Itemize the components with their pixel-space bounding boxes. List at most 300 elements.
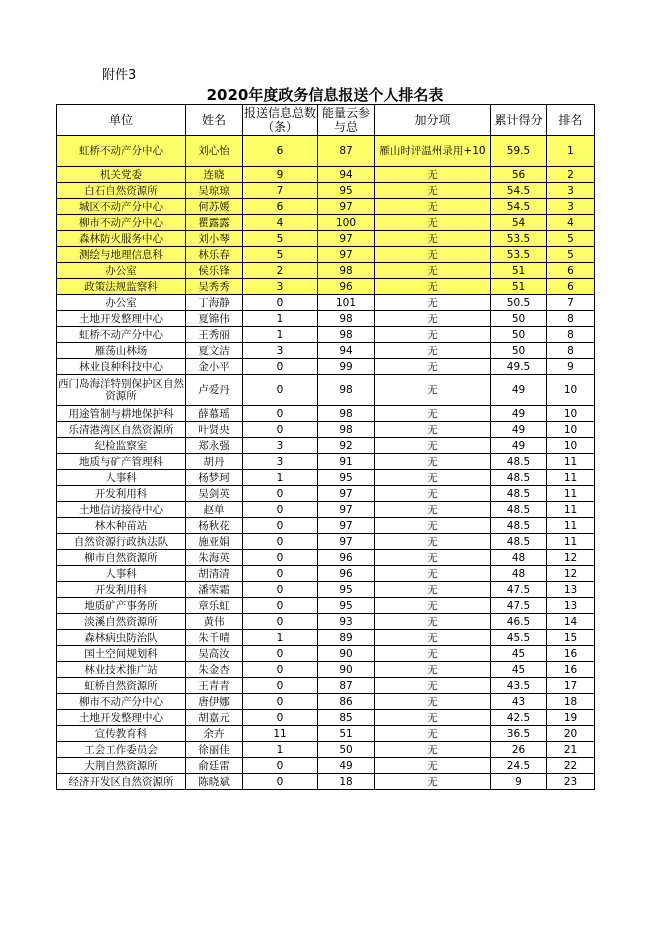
cell-rank: 10 [547,375,595,406]
table-row [57,199,595,215]
table-row [57,231,595,247]
cell-bonus: 无 [375,502,491,518]
cell-rank: 1 [547,136,595,167]
cell-count: 1 [243,630,318,646]
cell-unit: 林木种苗站 [57,518,186,534]
cell-unit: 办公室 [57,263,186,279]
cell-count: 0 [243,662,318,678]
cell-energy: 97 [318,486,375,502]
cell-count: 7 [243,183,318,199]
cell-unit: 淡溪自然资源所 [57,614,186,630]
cell-count: 4 [243,215,318,231]
cell-count: 3 [243,343,318,359]
cell-count: 0 [243,406,318,422]
cell-bonus: 无 [375,406,491,422]
cell-score: 49.5 [491,359,547,375]
header-unit: 单位 [57,105,186,136]
cell-score: 24.5 [491,758,547,774]
cell-name: 杨梦珂 [186,470,243,486]
table-row [57,263,595,279]
cell-unit: 虹桥不动产分中心 [57,136,186,167]
cell-bonus: 无 [375,167,491,183]
cell-rank: 15 [547,630,595,646]
cell-count: 0 [243,359,318,375]
cell-energy: 98 [318,327,375,343]
cell-bonus: 无 [375,343,491,359]
cell-name: 何苏媛 [186,199,243,215]
cell-unit: 白石自然资源所 [57,183,186,199]
table-row [57,742,595,758]
cell-score: 49 [491,375,547,406]
cell-unit: 柳市不动产分中心 [57,215,186,231]
cell-unit: 纪检监察室 [57,438,186,454]
cell-count: 0 [243,422,318,438]
cell-unit: 宣传教育科 [57,726,186,742]
cell-bonus: 雁山时评温州录用+10 [375,136,491,167]
table-row [57,454,595,470]
cell-bonus: 无 [375,678,491,694]
cell-score: 53.5 [491,247,547,263]
cell-bonus: 无 [375,279,491,295]
table-row [57,630,595,646]
cell-energy: 94 [318,343,375,359]
cell-rank: 3 [547,199,595,215]
cell-rank: 13 [547,598,595,614]
cell-energy: 97 [318,231,375,247]
cell-bonus: 无 [375,742,491,758]
cell-name: 林乐春 [186,247,243,263]
header-rank: 排名 [547,105,595,136]
table-row [57,534,595,550]
cell-score: 48.5 [491,518,547,534]
table-row [57,598,595,614]
header-name: 姓名 [186,105,243,136]
cell-unit: 地质矿产事务所 [57,598,186,614]
cell-score: 59.5 [491,136,547,167]
table-row [57,646,595,662]
cell-unit: 自然资源行政执法队 [57,534,186,550]
cell-rank: 19 [547,710,595,726]
table-row [57,183,595,199]
table-row [57,359,595,375]
cell-count: 0 [243,710,318,726]
cell-unit: 森林防火服务中心 [57,231,186,247]
cell-count: 1 [243,327,318,343]
table-row [57,694,595,710]
cell-bonus: 无 [375,327,491,343]
cell-bonus: 无 [375,566,491,582]
cell-score: 48 [491,550,547,566]
cell-name: 吴秀秀 [186,279,243,295]
cell-energy: 97 [318,199,375,215]
cell-name: 瞿露露 [186,215,243,231]
table-row [57,215,595,231]
cell-unit: 土地开发整理中心 [57,311,186,327]
cell-name: 朱金杏 [186,662,243,678]
cell-score: 50 [491,311,547,327]
cell-score: 43 [491,694,547,710]
cell-count: 0 [243,598,318,614]
cell-count: 0 [243,774,318,790]
cell-rank: 8 [547,311,595,327]
cell-rank: 7 [547,295,595,311]
cell-bonus: 无 [375,263,491,279]
cell-name: 刘小琴 [186,231,243,247]
cell-rank: 14 [547,614,595,630]
cell-score: 26 [491,742,547,758]
cell-score: 50 [491,343,547,359]
cell-rank: 9 [547,359,595,375]
cell-unit: 机关党委 [57,167,186,183]
cell-unit: 工会工作委员会 [57,742,186,758]
cell-rank: 5 [547,247,595,263]
cell-count: 0 [243,295,318,311]
cell-energy: 98 [318,263,375,279]
cell-unit: 地质与矿产管理科 [57,454,186,470]
table-row [57,438,595,454]
cell-rank: 11 [547,502,595,518]
table-row [57,710,595,726]
cell-energy: 96 [318,566,375,582]
cell-score: 42.5 [491,710,547,726]
cell-rank: 4 [547,215,595,231]
cell-rank: 5 [547,231,595,247]
cell-score: 48.5 [491,502,547,518]
cell-name: 郑永强 [186,438,243,454]
cell-energy: 94 [318,167,375,183]
cell-energy: 97 [318,518,375,534]
cell-rank: 2 [547,167,595,183]
cell-unit: 虹桥不动产分中心 [57,327,186,343]
cell-rank: 11 [547,518,595,534]
cell-score: 51 [491,263,547,279]
cell-energy: 95 [318,582,375,598]
cell-name: 唐伊娜 [186,694,243,710]
cell-bonus: 无 [375,774,491,790]
cell-unit: 测绘与地理信息科 [57,247,186,263]
table-row [57,614,595,630]
cell-energy: 101 [318,295,375,311]
table-row [57,566,595,582]
cell-name: 余卉 [186,726,243,742]
cell-unit: 森林病虫防治队 [57,630,186,646]
cell-energy: 95 [318,470,375,486]
cell-name: 胡丹 [186,454,243,470]
cell-bonus: 无 [375,550,491,566]
cell-score: 53.5 [491,231,547,247]
cell-name: 朱海英 [186,550,243,566]
cell-unit: 西门岛海洋特别保护区自然资源所 [57,375,186,406]
cell-unit: 经济开发区自然资源所 [57,774,186,790]
cell-unit: 乐清港湾区自然资源所 [57,422,186,438]
cell-bonus: 无 [375,758,491,774]
cell-energy: 85 [318,710,375,726]
cell-unit: 政策法规监察科 [57,279,186,295]
cell-energy: 50 [318,742,375,758]
cell-rank: 8 [547,343,595,359]
cell-score: 45 [491,646,547,662]
ranking-table [56,104,595,790]
table-row [57,662,595,678]
cell-count: 5 [243,231,318,247]
cell-rank: 20 [547,726,595,742]
cell-count: 0 [243,486,318,502]
cell-score: 36.5 [491,726,547,742]
table-row [57,136,595,167]
cell-count: 0 [243,614,318,630]
cell-bonus: 无 [375,215,491,231]
cell-score: 48.5 [491,486,547,502]
cell-unit: 柳市不动产分中心 [57,694,186,710]
cell-unit: 林业良种科技中心 [57,359,186,375]
cell-rank: 21 [547,742,595,758]
cell-energy: 92 [318,438,375,454]
cell-name: 徐丽佳 [186,742,243,758]
cell-bonus: 无 [375,231,491,247]
cell-name: 刘心怡 [186,136,243,167]
cell-bonus: 无 [375,311,491,327]
cell-name: 丁海静 [186,295,243,311]
cell-rank: 11 [547,470,595,486]
cell-energy: 49 [318,758,375,774]
cell-bonus: 无 [375,422,491,438]
cell-bonus: 无 [375,183,491,199]
cell-rank: 10 [547,406,595,422]
table-row [57,758,595,774]
cell-name: 俞廷雷 [186,758,243,774]
cell-rank: 12 [547,566,595,582]
cell-energy: 98 [318,311,375,327]
cell-rank: 11 [547,486,595,502]
cell-unit: 开发利用科 [57,486,186,502]
cell-energy: 98 [318,406,375,422]
cell-score: 48.5 [491,454,547,470]
table-row [57,406,595,422]
cell-count: 1 [243,311,318,327]
table-row [57,726,595,742]
cell-score: 47.5 [491,582,547,598]
cell-unit: 开发利用科 [57,582,186,598]
header-count: 报送信息总数（条） [243,106,316,134]
cell-unit: 人事科 [57,566,186,582]
table-row [57,470,595,486]
cell-bonus: 无 [375,199,491,215]
cell-count: 3 [243,438,318,454]
cell-name: 连晓 [186,167,243,183]
table-row [57,343,595,359]
cell-bonus: 无 [375,359,491,375]
cell-count: 0 [243,758,318,774]
table-row [57,486,595,502]
table-row [57,518,595,534]
table-body [57,136,595,790]
table-row [57,774,595,790]
cell-name: 夏文洁 [186,343,243,359]
cell-energy: 98 [318,422,375,438]
cell-unit: 国土空间规划科 [57,646,186,662]
cell-energy: 87 [318,136,375,167]
cell-score: 45 [491,662,547,678]
cell-count: 11 [243,726,318,742]
cell-name: 章乐虹 [186,598,243,614]
header-score: 累计得分 [491,105,547,136]
cell-score: 47.5 [491,598,547,614]
cell-energy: 95 [318,183,375,199]
cell-energy: 87 [318,678,375,694]
cell-score: 43.5 [491,678,547,694]
header-bonus: 加分项 [375,105,491,136]
cell-name: 朱千晴 [186,630,243,646]
cell-unit: 土地信访接待中心 [57,502,186,518]
cell-bonus: 无 [375,454,491,470]
cell-unit: 办公室 [57,295,186,311]
cell-count: 0 [243,678,318,694]
cell-energy: 97 [318,502,375,518]
cell-name: 胡嘉元 [186,710,243,726]
cell-count: 1 [243,742,318,758]
cell-name: 施亚娟 [186,534,243,550]
cell-name: 王秀丽 [186,327,243,343]
cell-energy: 99 [318,359,375,375]
table-row [57,295,595,311]
cell-score: 54.5 [491,199,547,215]
cell-count: 0 [243,694,318,710]
cell-energy: 96 [318,550,375,566]
cell-bonus: 无 [375,598,491,614]
cell-rank: 11 [547,534,595,550]
cell-rank: 23 [547,774,595,790]
cell-energy: 95 [318,598,375,614]
cell-bonus: 无 [375,614,491,630]
cell-name: 杨秋花 [186,518,243,534]
cell-unit: 大荆自然资源所 [57,758,186,774]
cell-energy: 100 [318,215,375,231]
cell-count: 3 [243,279,318,295]
cell-bonus: 无 [375,710,491,726]
cell-count: 0 [243,502,318,518]
cell-count: 6 [243,199,318,215]
cell-rank: 16 [547,646,595,662]
cell-rank: 6 [547,263,595,279]
cell-name: 潘荣霜 [186,582,243,598]
cell-rank: 16 [547,662,595,678]
cell-rank: 6 [547,279,595,295]
cell-score: 48.5 [491,470,547,486]
table-row [57,550,595,566]
cell-energy: 51 [318,726,375,742]
cell-score: 50.5 [491,295,547,311]
cell-score: 48 [491,566,547,582]
cell-name: 金小平 [186,359,243,375]
cell-energy: 97 [318,247,375,263]
cell-rank: 22 [547,758,595,774]
cell-energy: 89 [318,630,375,646]
cell-score: 46.5 [491,614,547,630]
table-row [57,327,595,343]
annex-label: 附件3 [102,68,137,83]
cell-bonus: 无 [375,486,491,502]
cell-energy: 96 [318,279,375,295]
cell-count: 6 [243,136,318,167]
cell-rank: 11 [547,454,595,470]
table-row [57,279,595,295]
cell-bonus: 无 [375,582,491,598]
cell-bonus: 无 [375,646,491,662]
cell-rank: 12 [547,550,595,566]
cell-name: 夏锦伟 [186,311,243,327]
table-row [57,375,595,406]
cell-rank: 17 [547,678,595,694]
cell-rank: 10 [547,422,595,438]
cell-rank: 10 [547,438,595,454]
cell-name: 吴琼琼 [186,183,243,199]
header-row [57,105,595,136]
cell-energy: 86 [318,694,375,710]
cell-unit: 土地开发整理中心 [57,710,186,726]
cell-unit: 林业技术推广站 [57,662,186,678]
cell-count: 2 [243,263,318,279]
cell-name: 吴高汝 [186,646,243,662]
cell-count: 5 [243,247,318,263]
cell-name: 王青青 [186,678,243,694]
cell-bonus: 无 [375,694,491,710]
header-energy: 能量云参与总 [318,105,375,136]
cell-count: 9 [243,167,318,183]
table-row [57,167,595,183]
cell-bonus: 无 [375,630,491,646]
table-row [57,582,595,598]
cell-energy: 91 [318,454,375,470]
cell-energy: 18 [318,774,375,790]
cell-unit: 用途管制与耕地保护科 [57,406,186,422]
cell-count: 0 [243,582,318,598]
cell-bonus: 无 [375,726,491,742]
cell-unit: 虹桥自然资源所 [57,678,186,694]
cell-unit: 柳市自然资源所 [57,550,186,566]
cell-score: 49 [491,438,547,454]
cell-name: 胡清清 [186,566,243,582]
cell-count: 3 [243,454,318,470]
cell-bonus: 无 [375,247,491,263]
table-row [57,311,595,327]
cell-bonus: 无 [375,295,491,311]
cell-name: 黄伟 [186,614,243,630]
cell-count: 0 [243,375,318,406]
cell-bonus: 无 [375,534,491,550]
table-row [57,502,595,518]
cell-score: 48.5 [491,534,547,550]
cell-count: 0 [243,518,318,534]
cell-bonus: 无 [375,662,491,678]
cell-count: 0 [243,566,318,582]
cell-name: 侯乐锋 [186,263,243,279]
cell-score: 56 [491,167,547,183]
cell-count: 0 [243,534,318,550]
cell-name: 卢爱丹 [186,375,243,406]
cell-energy: 90 [318,646,375,662]
cell-score: 9 [491,774,547,790]
cell-count: 0 [243,550,318,566]
cell-bonus: 无 [375,470,491,486]
cell-energy: 93 [318,614,375,630]
cell-name: 叶贤央 [186,422,243,438]
cell-score: 54.5 [491,183,547,199]
cell-name: 薛慕瑶 [186,406,243,422]
cell-score: 49 [491,422,547,438]
cell-score: 51 [491,279,547,295]
cell-rank: 8 [547,327,595,343]
cell-energy: 98 [318,375,375,406]
